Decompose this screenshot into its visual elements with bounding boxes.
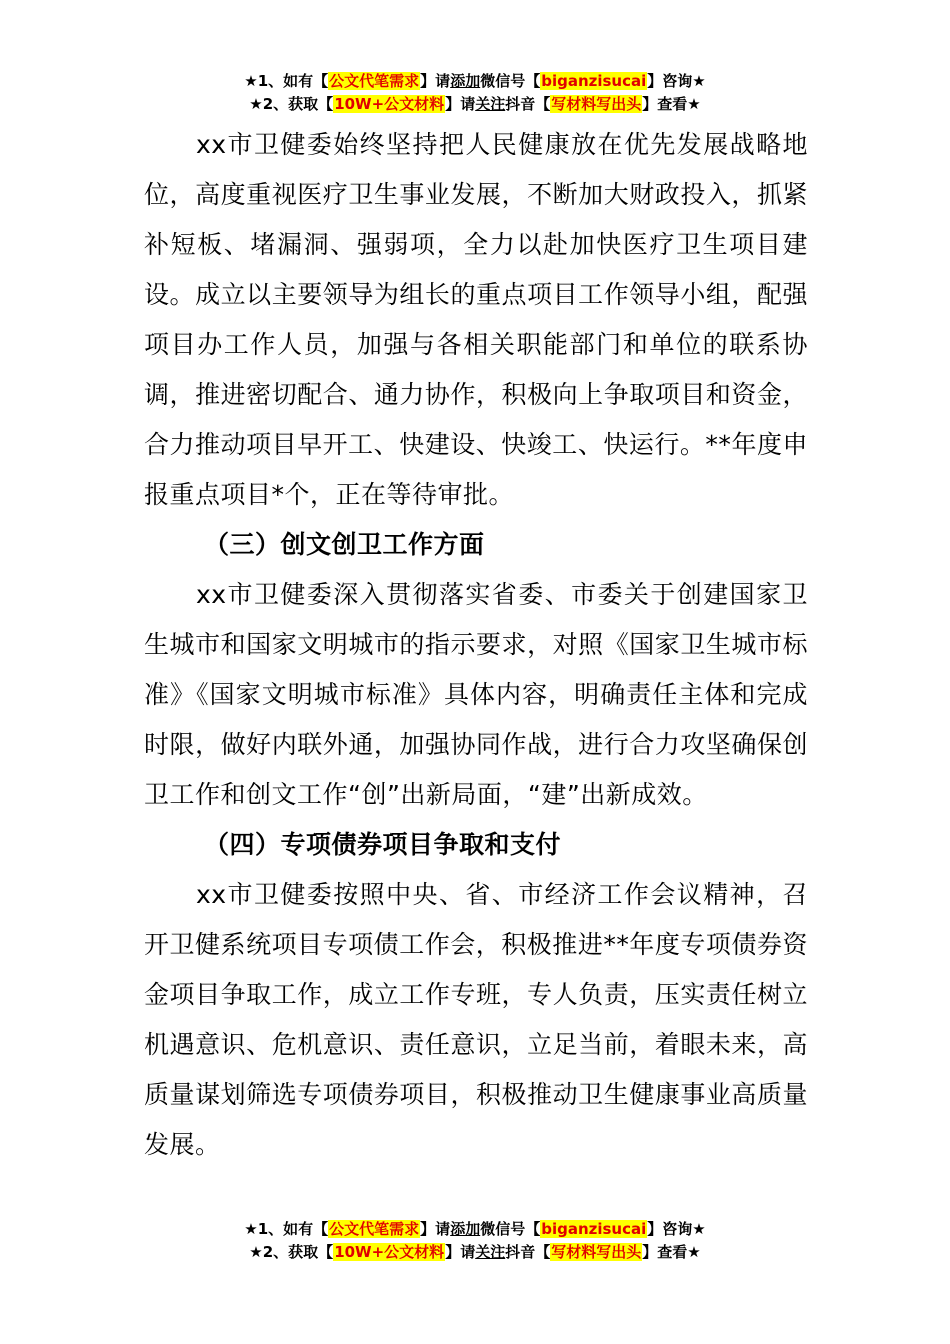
banner-text: 抖音【	[505, 1243, 551, 1261]
highlight-materials: 10W+公文材料	[334, 1243, 445, 1261]
paragraph-civilized-city: xx市卫健委深入贯彻落实省委、市委关于创建国家卫生城市和国家文明城市的指示要求，对照《国家卫生城市标准》《国家文明城市标准》具体内容，明确责任主体和完成时限，做好内联外通，加强协同作战，进行合力攻坚确保创卫工作和创文工作“创”出新局面，“建”出新成效。	[144, 580, 808, 809]
banner-line-1	[0, 70, 950, 93]
underlined-text: 添加	[450, 72, 481, 90]
underlined-text: 关注	[475, 1243, 506, 1261]
banner-text: 】咨询★	[647, 72, 706, 90]
underlined-text: 关注	[475, 95, 506, 113]
banner-line-1	[0, 1218, 950, 1241]
banner-text: 】请	[420, 1220, 451, 1238]
banner-text: 】咨询★	[647, 1220, 706, 1238]
section-heading-4: （四）专项债券项目争取和支付	[204, 830, 562, 859]
highlight-ghostwriting: 公文代笔需求	[329, 1220, 420, 1238]
paragraph-special-bonds: xx市卫健委按照中央、省、市经济工作会议精神，召开卫健系统项目专项债工作会，积极推进**年度专项债券资金项目争取工作，成立工作专班，专人负责，压实责任树立机遇意识、危机意识、责任意识，立足当前，着眼未来，高质量谋划筛选专项债券项目，积极推动卫生健康事业高质量发展。	[144, 880, 808, 1159]
banner-text: 抖音【	[505, 95, 551, 113]
highlight-wechat-id: biganzisucai	[541, 1220, 647, 1238]
banner-text: 】请	[445, 1243, 476, 1261]
document-body	[144, 120, 808, 1170]
banner-line-2	[0, 1241, 950, 1264]
highlight-ghostwriting: 公文代笔需求	[329, 72, 420, 90]
highlight-douyin-account: 写材料写出头	[551, 1243, 642, 1261]
highlight-wechat-id: biganzisucai	[541, 72, 647, 90]
banner-text: ★1、如有【	[244, 72, 329, 90]
underlined-text: 添加	[450, 1220, 481, 1238]
banner-text: ★1、如有【	[244, 1220, 329, 1238]
highlight-materials: 10W+公文材料	[334, 95, 445, 113]
banner-text: 微信号【	[480, 1220, 541, 1238]
banner-text: 】查看★	[642, 95, 701, 113]
banner-text: 】请	[445, 95, 476, 113]
banner-text: ★2、获取【	[249, 1243, 334, 1261]
paragraph-project-construction: xx市卫健委始终坚持把人民健康放在优先发展战略地位，高度重视医疗卫生事业发展，不断加大财政投入，抓紧补短板、堵漏洞、强弱项，全力以赴加快医疗卫生项目建设。成立以主要领导为组长的重点项目工作领导小组，配强项目办工作人员，加强与各相关职能部门和单位的联系协调，推进密切配合、通力协作，积极向上争取项目和资金，合力推动项目早开工、快建设、快竣工、快运行。**年度申报重点项目*个，正在等待审批。	[144, 130, 808, 509]
header-banner	[0, 70, 950, 116]
banner-text: ★2、获取【	[249, 95, 334, 113]
banner-text: 】请	[420, 72, 451, 90]
banner-line-2	[0, 93, 950, 116]
banner-text: 微信号【	[480, 72, 541, 90]
section-heading-3: （三）创文创卫工作方面	[204, 530, 485, 559]
highlight-douyin-account: 写材料写出头	[551, 95, 642, 113]
footer-banner	[0, 1218, 950, 1264]
banner-text: 】查看★	[642, 1243, 701, 1261]
